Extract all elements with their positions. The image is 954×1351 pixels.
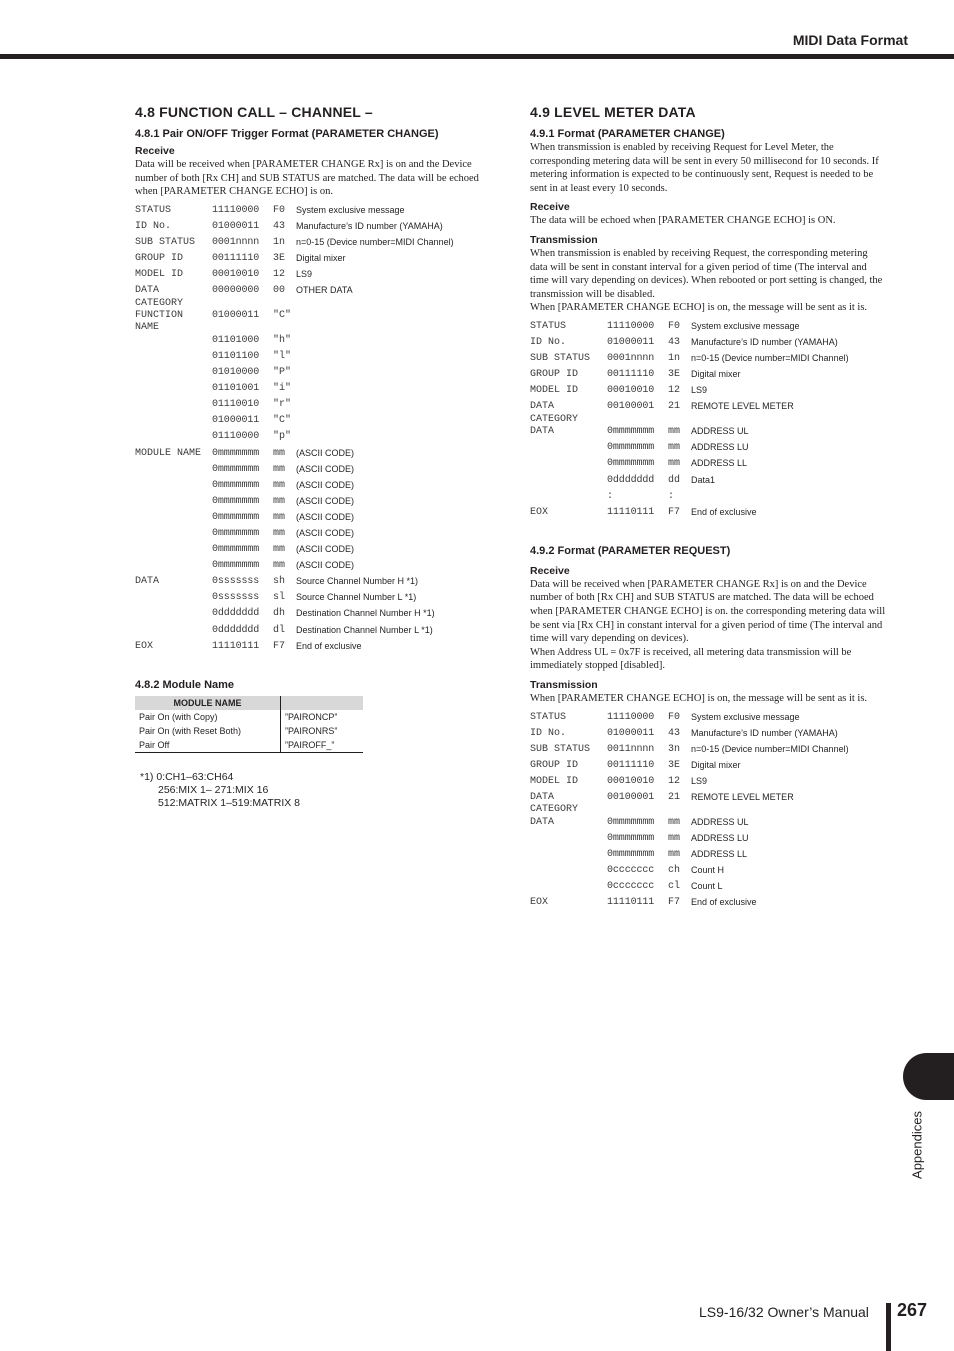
section-title: 4.8 FUNCTION CALL – CHANNEL – bbox=[135, 104, 373, 120]
hex-value: cl bbox=[668, 881, 681, 893]
module-name-cell: Pair On (with Reset Both) bbox=[139, 725, 242, 736]
receive-text: The data will be echoed when [PARAMETER CHANGE ECHO] is ON. bbox=[530, 215, 836, 227]
message-row bbox=[135, 641, 490, 657]
message-row bbox=[135, 464, 490, 480]
subsection-title: 4.8.2 Module Name bbox=[135, 678, 235, 691]
field-description: End of exclusive bbox=[691, 897, 757, 908]
field-label: FUNCTION NAME bbox=[135, 310, 184, 334]
hex-value: 3E bbox=[273, 253, 286, 265]
module-value-cell: ”PAIROFF_” bbox=[281, 738, 364, 753]
field-label: MODEL ID bbox=[530, 775, 579, 787]
field-description: System exclusive message bbox=[691, 711, 800, 722]
message-table bbox=[530, 321, 886, 523]
message-row bbox=[530, 833, 886, 849]
chapter-label-text: Appendices bbox=[909, 1111, 925, 1179]
message-row bbox=[530, 353, 886, 369]
right-column bbox=[530, 104, 886, 913]
message-row bbox=[135, 285, 490, 310]
message-row bbox=[135, 399, 490, 415]
field-description: End of exclusive bbox=[691, 506, 757, 517]
field-label: DATA CATEGORY bbox=[530, 792, 579, 816]
hex-value: mm bbox=[273, 528, 286, 539]
subsection-title: 4.8.1 Pair ON/OFF Trigger Format (PARAMETER CHANGE) bbox=[135, 128, 439, 140]
message-row bbox=[530, 865, 886, 881]
field-description: (ASCII CODE) bbox=[296, 511, 355, 522]
field-label: SUB STATUS bbox=[530, 353, 591, 365]
field-label: GROUP ID bbox=[135, 253, 184, 265]
footnote bbox=[140, 771, 490, 810]
message-row bbox=[530, 491, 886, 507]
field-label: EOX bbox=[530, 506, 549, 518]
bit-pattern: 0mmmmmmm bbox=[607, 442, 655, 454]
field-label: EOX bbox=[530, 897, 549, 909]
field-description: Source Channel Number L *1) bbox=[296, 592, 417, 603]
message-row bbox=[530, 744, 886, 760]
hex-value: F0 bbox=[668, 711, 681, 723]
field-label: EOX bbox=[135, 640, 154, 652]
hex-value: "r" bbox=[273, 399, 292, 411]
field-description: (ASCII CODE) bbox=[296, 479, 355, 490]
field-label: STATUS bbox=[530, 320, 567, 332]
field-description: Digital mixer bbox=[691, 759, 741, 770]
field-description: (ASCII CODE) bbox=[296, 560, 355, 571]
bit-pattern: 01101001 bbox=[212, 383, 260, 395]
field-description: REMOTE LEVEL METER bbox=[691, 792, 794, 802]
hex-value: F0 bbox=[668, 320, 681, 332]
message-row bbox=[530, 385, 886, 401]
hex-value: 12 bbox=[668, 775, 681, 787]
field-description: Digital mixer bbox=[296, 253, 346, 264]
field-label: ID No. bbox=[530, 727, 567, 739]
bit-pattern: 00111110 bbox=[212, 253, 260, 265]
field-description: ADDRESS LU bbox=[691, 832, 749, 843]
bit-pattern: 01010000 bbox=[212, 367, 260, 379]
footnote-line: 256:MIX 1– 271:MIX 16 bbox=[158, 783, 269, 796]
message-row bbox=[135, 592, 490, 608]
bit-pattern: : bbox=[607, 490, 613, 502]
message-row bbox=[135, 367, 490, 383]
message-row bbox=[530, 337, 886, 353]
hex-value: 12 bbox=[273, 269, 286, 281]
message-row bbox=[530, 760, 886, 776]
field-label: MODULE NAME bbox=[135, 447, 202, 459]
module-value-cell: ”PAIRONRS” bbox=[281, 724, 364, 738]
message-row bbox=[135, 269, 490, 285]
message-row bbox=[135, 221, 490, 237]
hex-value: sl bbox=[273, 592, 286, 604]
table-header: MODULE NAME bbox=[135, 696, 281, 710]
hex-value: 1n bbox=[273, 236, 286, 248]
transmission-heading: Transmission bbox=[530, 678, 598, 691]
message-row bbox=[135, 528, 490, 544]
message-row bbox=[135, 205, 490, 221]
hex-value: 43 bbox=[668, 337, 681, 349]
table-row bbox=[135, 724, 363, 738]
field-label: MODEL ID bbox=[530, 385, 579, 397]
module-name-cell: Pair On (with Copy) bbox=[139, 711, 218, 722]
field-description: LS9 bbox=[691, 385, 708, 396]
bit-pattern: 0001nnnn bbox=[212, 236, 260, 248]
message-row bbox=[135, 431, 490, 447]
receive-heading: Receive bbox=[530, 201, 570, 214]
transmission-heading: Transmission bbox=[530, 233, 598, 246]
transmission-text: When [PARAMETER CHANGE ECHO] is on, the message will be sent as it is. bbox=[530, 302, 868, 314]
module-value-cell: ”PAIRONCP” bbox=[281, 710, 364, 724]
running-header: MIDI Data Format bbox=[792, 32, 908, 48]
footer-manual-title: LS9-16/32 Owner’s Manual bbox=[699, 1304, 869, 1320]
message-row bbox=[135, 448, 490, 464]
message-row bbox=[135, 560, 490, 576]
hex-value: 3E bbox=[668, 759, 681, 771]
message-table bbox=[530, 712, 886, 914]
message-row bbox=[135, 335, 490, 351]
field-description: (ASCII CODE) bbox=[296, 447, 355, 458]
message-row bbox=[135, 625, 490, 641]
bit-pattern: 01000011 bbox=[212, 310, 260, 322]
bit-pattern: 00010010 bbox=[212, 269, 260, 281]
field-description: n=0-15 (Device number=MIDI Channel) bbox=[691, 743, 849, 754]
chapter-label bbox=[905, 1103, 929, 1187]
hex-value: 21 bbox=[668, 401, 681, 413]
message-row bbox=[530, 776, 886, 792]
bit-pattern: 0mmmmmmm bbox=[607, 458, 655, 470]
field-description: REMOTE LEVEL METER bbox=[691, 401, 794, 412]
bit-pattern: 0sssssss bbox=[212, 576, 260, 588]
hex-value: mm bbox=[668, 849, 681, 860]
field-description: ADDRESS UL bbox=[691, 426, 749, 437]
message-row bbox=[530, 401, 886, 426]
message-row bbox=[135, 383, 490, 399]
transmission-text: When [PARAMETER CHANGE ECHO] is on, the message will be sent as it is. bbox=[530, 692, 868, 704]
field-description: n=0-15 (Device number=MIDI Channel) bbox=[296, 236, 454, 247]
bit-pattern: 0mmmmmmm bbox=[212, 544, 260, 556]
field-label: STATUS bbox=[135, 204, 172, 216]
hex-value: "P" bbox=[273, 367, 292, 379]
field-label: STATUS bbox=[530, 711, 567, 723]
bit-pattern: 0mmmmmmm bbox=[212, 560, 260, 572]
receive-text: Data will be received when [PARAMETER CHANGE Rx] is on and the Device number of both [Rx CH] and SUB STATUS are matched. The data will be echoed when [PARAMETER CHANGE ECHO] is on. the corresponding metering data will be sent via [Rx CH] in constant interval for a given period of time (The interval and time will vary depending on devices). bbox=[530, 578, 886, 645]
section-title: 4.9 LEVEL METER DATA bbox=[530, 104, 696, 120]
field-label: DATA bbox=[530, 816, 555, 828]
field-description: Destination Channel Number H *1) bbox=[296, 608, 435, 619]
message-row bbox=[530, 897, 886, 913]
field-description: (ASCII CODE) bbox=[296, 495, 355, 506]
field-description: LS9 bbox=[296, 269, 313, 280]
field-label: DATA CATEGORY bbox=[530, 401, 579, 425]
bit-pattern: 01110000 bbox=[212, 431, 260, 443]
bit-pattern: 01000011 bbox=[212, 220, 260, 232]
hex-value: dd bbox=[668, 474, 681, 486]
chapter-tab bbox=[903, 1053, 954, 1100]
field-label: GROUP ID bbox=[530, 759, 579, 771]
field-description: (ASCII CODE) bbox=[296, 528, 355, 538]
bit-pattern: 00100001 bbox=[607, 792, 655, 803]
field-description: (ASCII CODE) bbox=[296, 463, 355, 474]
hex-value: : bbox=[668, 490, 675, 502]
message-row bbox=[530, 507, 886, 523]
bit-pattern: 01101100 bbox=[212, 350, 260, 362]
field-description: End of exclusive bbox=[296, 640, 362, 651]
hex-value: mm bbox=[273, 560, 286, 572]
message-row bbox=[530, 881, 886, 897]
message-row bbox=[135, 253, 490, 269]
bit-pattern: 00010010 bbox=[607, 775, 655, 787]
bit-pattern: 0mmmmmmm bbox=[607, 849, 655, 860]
bit-pattern: 0mmmmmmm bbox=[212, 479, 260, 491]
field-description: ADDRESS LU bbox=[691, 442, 749, 453]
hex-value: sh bbox=[273, 576, 286, 588]
bit-pattern: 01000011 bbox=[607, 727, 655, 739]
field-description: ADDRESS LL bbox=[691, 849, 748, 859]
hex-value: F0 bbox=[273, 204, 286, 216]
field-description: Destination Channel Number L *1) bbox=[296, 624, 433, 635]
footer-bar bbox=[886, 1303, 891, 1351]
hex-value: mm bbox=[273, 544, 286, 556]
bit-pattern: 0ddddddd bbox=[212, 624, 260, 636]
bit-pattern: 01000011 bbox=[607, 337, 655, 349]
field-label: DATA bbox=[135, 576, 160, 588]
hex-value: 12 bbox=[668, 385, 681, 397]
hex-value: "C" bbox=[273, 415, 292, 427]
hex-value: "l" bbox=[273, 350, 292, 362]
hex-value: "i" bbox=[273, 383, 292, 395]
bit-pattern: 0mmmmmmm bbox=[212, 463, 260, 475]
field-description: Manufacture’s ID number (YAMAHA) bbox=[296, 220, 443, 231]
hex-value: F7 bbox=[273, 640, 286, 652]
bit-pattern: 11110111 bbox=[607, 897, 655, 909]
receive-text: Data will be received when [PARAMETER CHANGE Rx] is on and the Device number of both [Rx CH] and SUB STATUS are matched. The data will be echoed when [PARAMETER CHANGE ECHO] is on. bbox=[135, 159, 479, 198]
bit-pattern: 0ddddddd bbox=[212, 608, 260, 620]
hex-value: 3n bbox=[668, 743, 681, 755]
hex-value: F7 bbox=[668, 897, 681, 909]
field-description: ADDRESS LL bbox=[691, 458, 748, 469]
table-row bbox=[135, 710, 363, 724]
bit-pattern: 11110111 bbox=[212, 640, 260, 652]
receive-text: When Address UL = 0x7F is received, all metering data transmission will be immediately stopped [disabled]. bbox=[530, 646, 852, 672]
subsection-title: 4.9.2 Format (PARAMETER REQUEST) bbox=[530, 544, 731, 557]
field-description: (ASCII CODE) bbox=[296, 544, 355, 555]
hex-value: mm bbox=[668, 442, 681, 454]
bit-pattern: 01101000 bbox=[212, 334, 260, 346]
hex-value: mm bbox=[668, 816, 681, 828]
message-row bbox=[135, 608, 490, 624]
field-description: ADDRESS UL bbox=[691, 816, 749, 827]
bit-pattern: 11110000 bbox=[607, 711, 655, 723]
hex-value: mm bbox=[668, 832, 681, 844]
bit-pattern: 00100001 bbox=[607, 401, 655, 413]
table-row bbox=[135, 738, 363, 753]
hex-value: 3E bbox=[668, 369, 681, 381]
field-description: Data1 bbox=[691, 474, 716, 485]
field-label: GROUP ID bbox=[530, 369, 579, 381]
footnote-line: *1) 0:CH1–63:CH64 bbox=[140, 770, 234, 783]
field-description: n=0-15 (Device number=MIDI Channel) bbox=[691, 353, 849, 364]
transmission-text: When transmission is enabled by receiving Request, the corresponding metering data will be sent in constant interval for a given period of time (The interval and time will vary depending on devices). When rebooted or port setting is changed, the transmission will be disabled. bbox=[530, 247, 883, 300]
hex-value: ch bbox=[668, 865, 681, 877]
message-row bbox=[135, 480, 490, 496]
message-row bbox=[530, 321, 886, 337]
bit-pattern: 0ddddddd bbox=[607, 474, 655, 486]
hex-value: 00 bbox=[273, 285, 286, 297]
bit-pattern: 11110111 bbox=[607, 506, 655, 518]
bit-pattern: 00010010 bbox=[607, 385, 655, 397]
hex-value: "C" bbox=[273, 310, 292, 322]
bit-pattern: 0mmmmmmm bbox=[212, 447, 260, 459]
message-table bbox=[135, 205, 490, 657]
message-row bbox=[135, 237, 490, 253]
bit-pattern: 11110000 bbox=[212, 204, 260, 216]
message-row bbox=[135, 544, 490, 560]
message-row bbox=[135, 496, 490, 512]
hex-value: dh bbox=[273, 608, 286, 620]
field-description: Manufacture’s ID number (YAMAHA) bbox=[691, 727, 838, 738]
field-label: MODEL ID bbox=[135, 269, 184, 281]
message-row bbox=[530, 728, 886, 744]
bit-pattern: 01110010 bbox=[212, 399, 260, 411]
field-description: Count H bbox=[691, 865, 725, 876]
field-label: SUB STATUS bbox=[530, 743, 591, 755]
message-row bbox=[530, 849, 886, 865]
hex-value: "p" bbox=[273, 431, 292, 443]
bit-pattern: 0ccccccc bbox=[607, 881, 655, 893]
bit-pattern: 0001nnnn bbox=[607, 353, 655, 365]
message-row bbox=[530, 817, 886, 833]
message-row bbox=[135, 415, 490, 431]
bit-pattern: 0mmmmmmm bbox=[212, 495, 260, 507]
intro-text: When transmission is enabled by receiving Request for Level Meter, the corresponding metering data will be sent in every 50 millisecond for 10 seconds. If metering information is expected to be continuously sent, Request is needed to be sent in at least every 10 seconds. bbox=[530, 142, 879, 194]
field-description: OTHER DATA bbox=[296, 285, 353, 296]
bit-pattern: 11110000 bbox=[607, 320, 655, 332]
module-name-table bbox=[135, 696, 363, 753]
hex-value: mm bbox=[273, 463, 286, 475]
field-label: ID No. bbox=[530, 337, 567, 349]
hex-value: 43 bbox=[668, 727, 681, 739]
hex-value: F7 bbox=[668, 506, 681, 518]
module-name-cell: Pair Off bbox=[135, 738, 281, 753]
bit-pattern: 01000011 bbox=[212, 415, 260, 427]
field-description: System exclusive message bbox=[691, 320, 800, 331]
bit-pattern: 00111110 bbox=[607, 369, 655, 381]
message-row bbox=[530, 712, 886, 728]
field-label: SUB STATUS bbox=[135, 236, 196, 248]
field-label: ID No. bbox=[135, 220, 172, 232]
field-description: Digital mixer bbox=[691, 369, 741, 380]
message-row bbox=[135, 512, 490, 528]
hex-value: mm bbox=[273, 495, 286, 507]
left-column bbox=[135, 104, 490, 810]
message-row bbox=[135, 576, 490, 592]
hex-value: 21 bbox=[668, 792, 681, 803]
bit-pattern: 0011nnnn bbox=[607, 743, 655, 755]
field-label: DATA bbox=[530, 426, 555, 438]
receive-heading: Receive bbox=[530, 564, 570, 577]
field-description: Source Channel Number H *1) bbox=[296, 576, 419, 587]
hex-value: mm bbox=[668, 458, 681, 470]
page-number: 267 bbox=[897, 1300, 928, 1320]
bit-pattern: 0sssssss bbox=[212, 592, 260, 604]
subsection-title: 4.9.1 Format (PARAMETER CHANGE) bbox=[530, 128, 725, 140]
bit-pattern: 0mmmmmmm bbox=[607, 832, 655, 844]
footnote-line: 512:MATRIX 1–519:MATRIX 8 bbox=[158, 796, 301, 809]
table-header-empty bbox=[281, 696, 364, 710]
message-row bbox=[135, 351, 490, 367]
bit-pattern: 0mmmmmmm bbox=[607, 426, 655, 438]
hex-value: mm bbox=[668, 426, 681, 438]
message-row bbox=[530, 792, 886, 817]
hex-value: mm bbox=[273, 447, 286, 459]
hex-value: mm bbox=[273, 479, 286, 491]
message-row bbox=[530, 426, 886, 442]
bit-pattern: 00000000 bbox=[212, 285, 260, 297]
hex-value: "h" bbox=[273, 334, 292, 346]
field-label: DATA CATEGORY bbox=[135, 285, 184, 309]
field-description: Manufacture’s ID number (YAMAHA) bbox=[691, 337, 838, 348]
hex-value: 43 bbox=[273, 220, 286, 232]
header-rule bbox=[0, 54, 954, 59]
field-description: Count L bbox=[691, 881, 723, 892]
message-row bbox=[530, 458, 886, 474]
bit-pattern: 0mmmmmmm bbox=[212, 528, 260, 539]
message-row bbox=[530, 475, 886, 491]
field-description: LS9 bbox=[691, 775, 708, 786]
bit-pattern: 0mmmmmmm bbox=[212, 511, 260, 523]
hex-value: mm bbox=[273, 511, 286, 523]
field-description: System exclusive message bbox=[296, 204, 405, 215]
hex-value: 1n bbox=[668, 353, 681, 365]
receive-heading: Receive bbox=[135, 145, 175, 157]
message-row bbox=[530, 369, 886, 385]
bit-pattern: 0mmmmmmm bbox=[607, 816, 655, 828]
bit-pattern: 0ccccccc bbox=[607, 865, 655, 877]
hex-value: dl bbox=[273, 624, 286, 636]
message-row bbox=[530, 442, 886, 458]
bit-pattern: 00111110 bbox=[607, 759, 655, 771]
message-row bbox=[135, 310, 490, 335]
